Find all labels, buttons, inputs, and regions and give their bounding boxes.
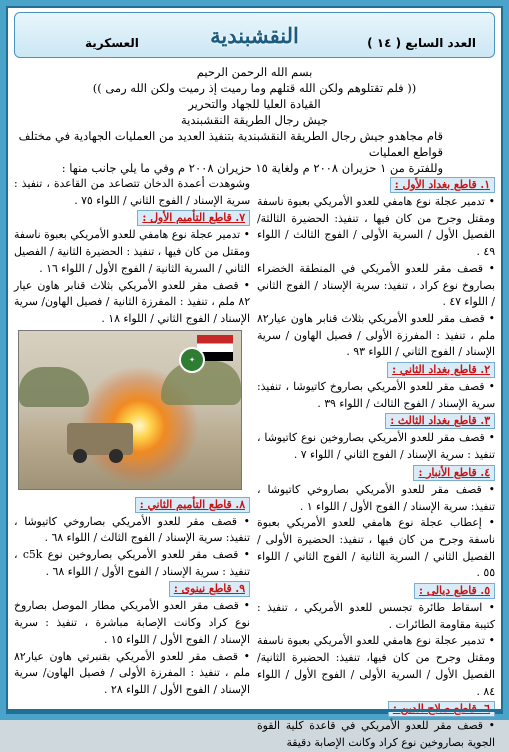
- operation-item: • تدمير عجلة نوع هامفي للعدو الأمريكي بعبوة ناسفة ومقتل من كان فيها ، تنفيذ : الحضيرة الثانية / الفصيل الثاني / السرية الثانية / الفوج الأول / اللواء ١٦ .: [14, 228, 250, 275]
- ops-line-2: وللفترة من ١ حزيران ٢٠٠٨ م ولغاية ١٥ حزيران ٢٠٠٨ م وفي ما يلي جانب منها :: [61, 161, 443, 175]
- tree-shape: [19, 367, 89, 407]
- ops-line-1: قام مجاهدو جيش رجال الطريقة النقشبندية بتنفيذ العديد من العمليات الجهادية في مختلف قواطع العمليات: [18, 129, 443, 159]
- operation-item: • قصف مقر للعدو الأمريكي بصاروخين نوع كاتيوشا ، تنفيذ : سرية الإسناد / الفوج الثاني / اللواء ٧ .: [257, 431, 495, 462]
- section-heading: ٥. قاطع ديالى :: [414, 583, 495, 599]
- flag-emblem-icon: [173, 331, 237, 375]
- explosion-photo: [18, 330, 242, 490]
- magazine-title: [165, 15, 344, 55]
- vehicle-shape: [67, 423, 133, 455]
- basmala: بسم الله الرحمن الرحيم: [196, 65, 313, 79]
- operation-item: • قصف مقر للعدو الأمريكي بثلاث قنابر هاون عيار ٨٢ ملم ، تنفيذ : المفرزة الثانية / فصيل الهاون/ سرية الإسناد / الفوج الثاني / اللواء ١٨ .: [14, 278, 250, 325]
- operation-item: • تدمير عجلة نوع هامفي للعدو الأمريكي بعبوة ناسفة ومقتل وجرح من كان فيها ، تنفيذ: الحضيرة الثالثة/الفصيل الأول / السرية الأولى / الفوج الثالث / اللواء ٤٩ .: [257, 195, 495, 259]
- operation-item: • قصف مقر للعدو الأمريكي في المنطقة الخضراء بصاروخ نوع كراد ، تنفيذ: سرية الإسناد / الفوج الثاني / اللواء ٤٧ .: [257, 261, 495, 309]
- operation-item: • اسقاط طائرة تجسس للعدو الأمريكي ، تنفيذ : كتيبة مقاومة الطائرات .: [257, 601, 495, 631]
- section-name: العسكرية: [85, 36, 139, 50]
- operation-item: • قصف مقر للعدو الأمريكي بصاروخي كاتيوشا ، تنفيذ: سرية الإسناد / الفوج الثالث / اللواء ٦٨ .: [14, 514, 250, 545]
- army-name: جيش رجال الطريقة النقشبندية: [181, 113, 328, 127]
- operation-continuation: وشوهدت أعمدة الدخان تتصاعد من القاعدة ، تنفيذ : سرية الإسناد / الفوج الثاني / اللواء ٧٥ .: [14, 177, 250, 207]
- operation-item: • قصف مقر للعدو الأمريكي في قاعدة كلية القوة الجوية بصاروخين نوع كراد وكانت الإصابة دقيقة: [257, 719, 495, 749]
- operation-item: • قصف مقر للعدو الأمريكي بصاروخي كاتيوشا ، تنفيذ: سرية الإسناد / الفوج الأول / اللواء ١ .: [257, 482, 495, 513]
- section-heading: ٢. قاطع بغداد الثاني :: [387, 362, 495, 378]
- badge-icon: ✦: [179, 347, 205, 373]
- magazine-title-text: النقشبندية: [210, 22, 299, 48]
- command-name: القيادة العليا للجهاد والتحرير: [188, 97, 321, 111]
- operation-item: • قصف مقر للعدو الأمريكي بثلاث قنابر هاون عيار٨٢ ملم ، تنفيذ : المفرزة الأولى / فصيل الهاون / سرية الإسناد / الفوج الثاني / اللواء ٩٣ .: [257, 311, 495, 359]
- page-content: [6, 6, 503, 749]
- section-heading: ١. قاطع بغداد الأول :: [390, 177, 495, 193]
- section-heading: ٩. قاطع نينوى :: [169, 581, 250, 597]
- operation-item: • قصف مقر للعدو الأمريكي بصاروخ كاتيوشا ، تنفيذ: سرية الإسناد / الفوج الثالث / اللواء ٣٩ .: [257, 380, 495, 410]
- operation-item: • قصف مقر للعدو الأمريكي بقنبرتي هاون عيار٨٢ ملم ، تنفيذ : المفرزة الأولى / فصيل الهاون/ سرية الإسناد / الفوج الأول / اللواء ٢٨ .: [14, 649, 250, 696]
- operation-item: • إعطاب عجلة نوع هامفي للعدو الأمريكي بعبوة ناسفة وجرح من كان فيها ، تنفيذ: الحضيرة الأولى / الفصيل الثاني / السرية الثانية / الفوج الثاني / اللواء ٥٥ .: [257, 516, 495, 580]
- section-heading: ٧. قاطع التأميم الأول :: [137, 210, 250, 226]
- section-heading: ٨. قاطع التأميم الثاني :: [135, 497, 250, 513]
- section-heading: ٤. قاطع الأنبار :: [413, 465, 495, 481]
- bottom-band: [8, 709, 501, 712]
- operation-item: • قصف مقر للعدو الأمريكي بصاروخين نوع c5k ، تنفيذ : سرية الإسناد / الفوج الأول / اللواء ٦٨ .: [14, 548, 250, 578]
- intro-block: [16, 64, 493, 176]
- quran-verse: (( فلم تقتلوهم ولكن الله قتلهم وما رميت إذ رميت ولكن الله رمى )): [92, 81, 417, 95]
- issue-number: العدد السابع ( ١٤ ): [367, 36, 476, 50]
- right-column: [257, 176, 495, 752]
- operation-item: • تدمير عجلة نوع هامفي للعدو الأمريكي بعبوة ناسفة ومقتل وجرح من كان فيها، تنفيذ: الحضيرة الثانية/الفصيل الأول / السرية الأولى / الفوج الأول / اللواء ٨٤ .: [257, 634, 495, 698]
- section-heading: ٣. قاطع بغداد الثالث :: [385, 413, 495, 429]
- header-banner: [14, 12, 495, 58]
- operation-item: • قصف مقر العدو الأمريكي مطار الموصل بصاروخ نوع كراد وكانت الإصابة مباشرة ، تنفيذ : سرية الإسناد / الفوج الأول / اللواء ١٥ .: [14, 599, 250, 646]
